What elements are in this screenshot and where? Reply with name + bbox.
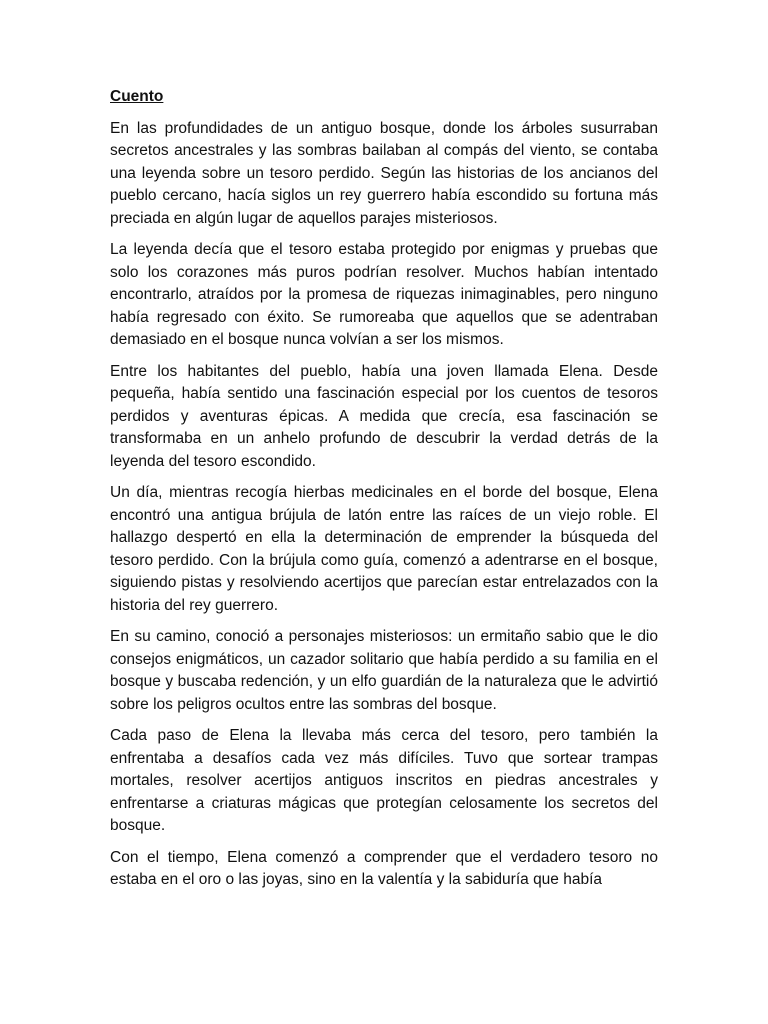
paragraph-6: Cada paso de Elena la llevaba más cerca del tesoro, pero también la enfrentaba a desafíos cada vez más difíciles. Tuvo que sortear trampas mortales, resolver acertijos antiguos inscritos en piedras ancestrales y enfrentarse a criaturas mágicas que protegían celosamente los secretos del bosque. — [110, 727, 658, 834]
document-title: Cuento — [110, 88, 164, 105]
paragraph-5: En su camino, conoció a personajes misteriosos: un ermitaño sabio que le dio consejos enigmáticos, un cazador solitario que había perdido a su familia en el bosque y buscaba redención, y un elfo guardián de la naturaleza que le advirtió sobre los peligros ocultos entre las sombras del bosque. — [110, 628, 658, 713]
paragraph-7: Con el tiempo, Elena comenzó a comprender que el verdadero tesoro no estaba en el oro o las joyas, sino en la valentía y la sabiduría que había — [110, 848, 658, 888]
paragraph-3: Entre los habitantes del pueblo, había una joven llamada Elena. Desde pequeña, había sentido una fascinación especial por los cuentos de tesoros perdidos y aventuras épicas. A medida que crecía, esa fascinación se transformaba en un anhelo profundo de descubrir la verdad detrás de la leyenda del tesoro escondido. — [110, 362, 658, 470]
paragraph-2: La leyenda decía que el tesoro estaba protegido por enigmas y pruebas que solo los corazones más puros podrían resolver. Muchos habían intentado encontrarlo, atraídos por la promesa de riquezas inimaginables, pero ninguno había regresado con éxito. Se rumoreaba que aquellos que se adentraban demasiado en el bosque nunca volvían a ser los mismos. — [110, 241, 658, 348]
paragraph-1: En las profundidades de un antiguo bosque, donde los árboles susurraban secretos ancestrales y las sombras bailaban al compás del viento, se contaba una leyenda sobre un tesoro perdido. Según las historias de los ancianos del pueblo cercano, hacía siglos un rey guerrero había escondido su fortuna más preciada en algún lugar de aquellos parajes misteriosos. — [110, 119, 658, 227]
document-body — [110, 86, 658, 901]
paragraph-4: Un día, mientras recogía hierbas medicinales en el borde del bosque, Elena encontró una antigua brújula de latón entre las raíces de un viejo roble. El hallazgo despertó en ella la determinación de emprender la búsqueda del tesoro perdido. Con la brújula como guía, comenzó a adentrarse en el bosque, siguiendo pistas y resolviendo acertijos que parecían estar entrelazados con la historia del rey guerrero. — [110, 484, 658, 614]
